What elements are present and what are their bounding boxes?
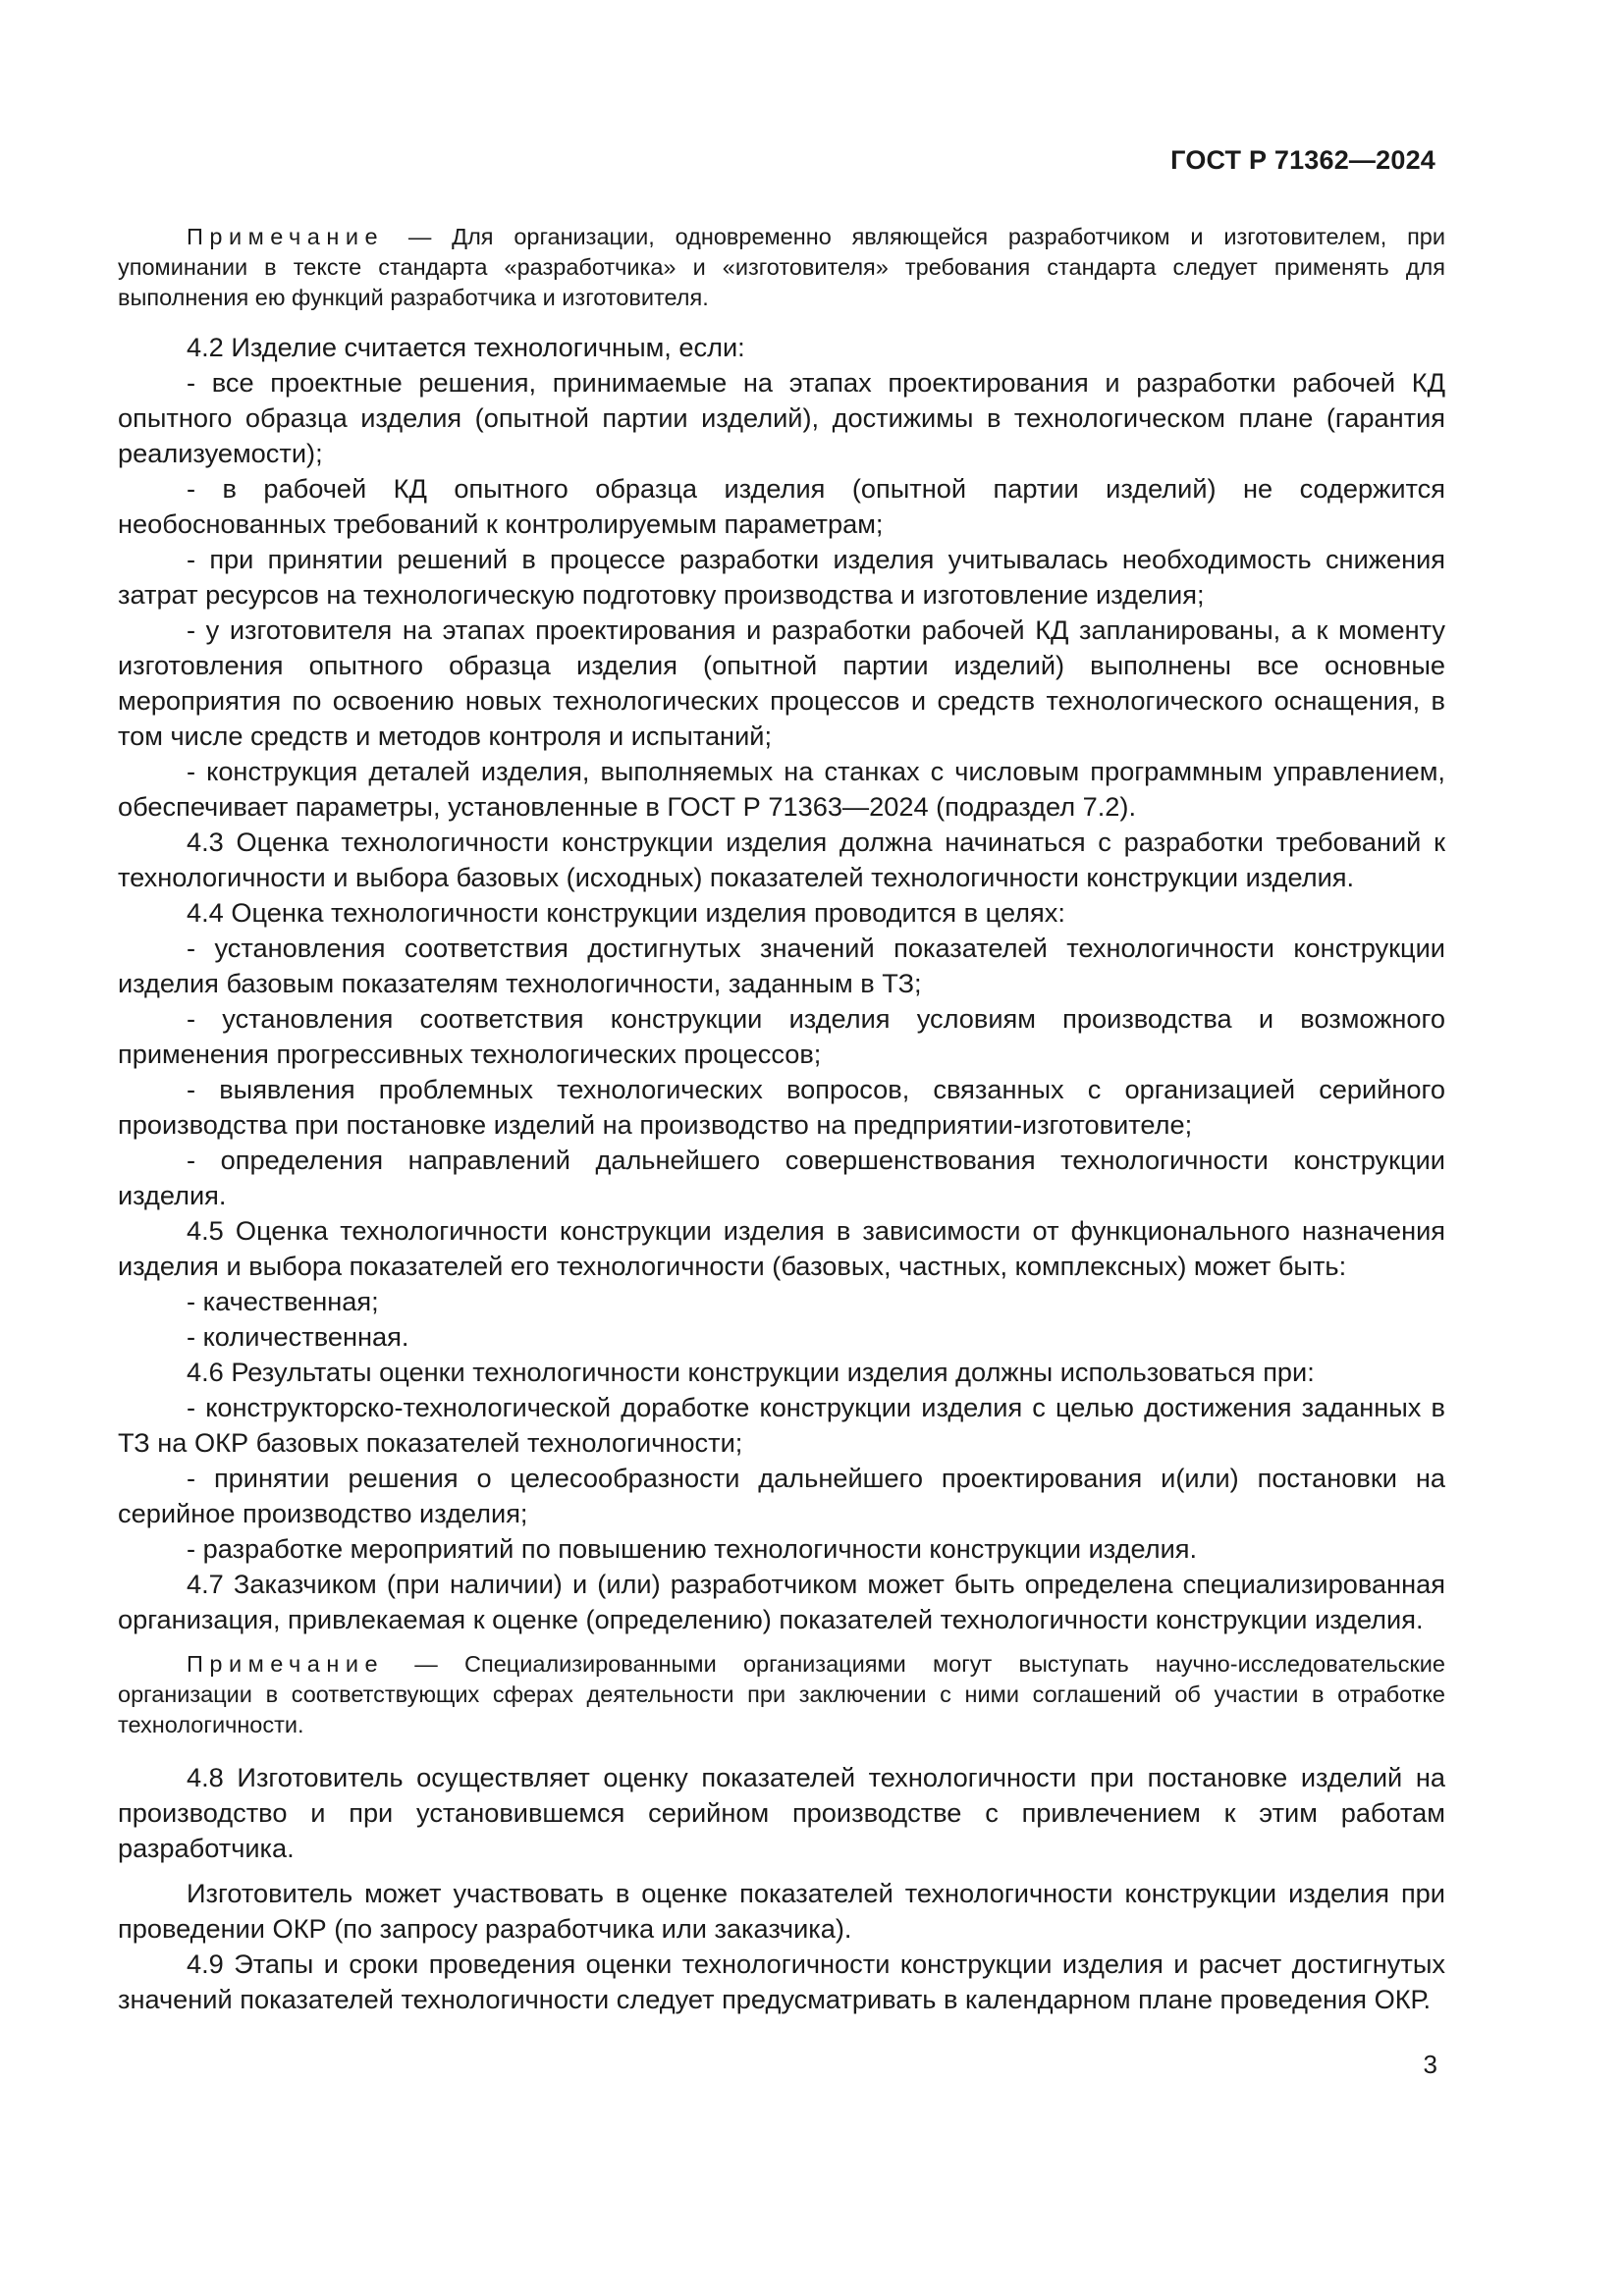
clause-4-2-item: - в рабочей КД опытного образца изделия (опытной партии изделий) не содержится необоснованных требований к контролируемым параметрам; <box>118 473 1445 539</box>
clause-4-4-item: - определения направлений дальнейшего совершенствования технологичности конструкции изделия. <box>118 1145 1445 1210</box>
clause-4-5-item: - количественная. <box>187 1321 409 1352</box>
clause-4-4-intro: 4.4 Оценка технологичности конструкции изделия проводится в целях: <box>187 897 1065 928</box>
clause-4-2-item: - все проектные решения, принимаемые на этапах проектирования и разработки рабочей КД опытного образца изделия (опытной партии изделий), достижимы в технологическом плане (гарантия реализуемости); <box>118 367 1445 468</box>
note-2 <box>118 1649 1445 1740</box>
clause-4-3: 4.3 Оценка технологичности конструкции изделия должна начинаться с разработки требований к технологичности и выбора базовых (исходных) показателей технологичности конструкции изделия. <box>118 827 1445 892</box>
clause-4-5-intro: 4.5 Оценка технологичности конструкции изделия в зависимости от функционального назначения изделия и выбора показателей его технологичности (базовых, частных, комплексных) может быть: <box>118 1215 1445 1281</box>
clause-4-6-intro: 4.6 Результаты оценки технологичности конструкции изделия должны использоваться при: <box>187 1357 1315 1387</box>
clause-4-4-item: - выявления проблемных технологических вопросов, связанных с организацией серийного производства при постановке изделий на производство на предприятии-изготовителе; <box>118 1074 1445 1140</box>
note-1-text: — Для организации, одновременно являющейся разработчиком и изготовителем, при упоминании в тексте стандарта «разработчика» и «изготовителя» требования стандарта следует применять для выполнения ею функций разработчика и изготовителя. <box>118 224 1445 310</box>
clause-4-2-item: - конструкция деталей изделия, выполняемых на станках с числовым программным управлением, обеспечивает параметры, установленные в ГОСТ Р 71363—2024 (подраздел 7.2). <box>118 756 1445 822</box>
clause-4-6-item: - конструкторско-технологической доработке конструкции изделия с целью достижения заданных в ТЗ на ОКР базовых показателей технологичности; <box>118 1392 1445 1458</box>
clause-4-6-item: - принятии решения о целесообразности дальнейшего проектирования и(или) постановки на серийное производство изделия; <box>118 1463 1445 1528</box>
clause-4-4-item: - установления соответствия конструкции изделия условиям производства и возможного применения прогрессивных технологических процессов; <box>118 1003 1445 1069</box>
clause-4-8: 4.8 Изготовитель осуществляет оценку показателей технологичности при постановке изделий на производство и при установившемся серийном производстве с привлечением к этим работам разработчика. <box>118 1762 1445 1863</box>
note-1 <box>118 222 1445 313</box>
page-body <box>118 222 1445 2017</box>
clause-4-5-item: - качественная; <box>187 1286 379 1316</box>
note-1-label: Примечание <box>187 224 385 249</box>
clause-4-7: 4.7 Заказчиком (при наличии) и (или) разработчиком может быть определена специализированная организация, привлекаемая к оценке (определению) показателей технологичности конструкции изделия. <box>118 1569 1445 1634</box>
clause-4-6-item: - разработке мероприятий по повышению технологичности конструкции изделия. <box>187 1533 1198 1564</box>
clause-4-4-item: - установления соответствия достигнутых значений показателей технологичности конструкции изделия базовым показателям технологичности, заданным в ТЗ; <box>118 933 1445 998</box>
clause-4-2-item: - у изготовителя на этапах проектирования и разработки рабочей КД запланированы, а к моменту изготовления опытного образца изделия (опытной партии изделий) выполнены все основные мероприятия по освоению новых технологических процессов и средств технологического оснащения, в том числе средств и методов контроля и испытаний; <box>118 614 1445 751</box>
note-2-label: Примечание <box>187 1651 385 1677</box>
clause-4-2-intro: 4.2 Изделие считается технологичным, если: <box>187 332 745 362</box>
clause-4-2-item: - при принятии решений в процессе разработки изделия учитывалась необходимость снижения затрат ресурсов на технологическую подготовку производства и изготовление изделия; <box>118 544 1445 610</box>
document-designation: ГОСТ Р 71362—2024 <box>1170 145 1435 175</box>
page-number: 3 <box>1423 2050 1437 2079</box>
clause-4-9: 4.9 Этапы и сроки проведения оценки технологичности конструкции изделия и расчет достигнутых значений показателей технологичности следует предусматривать в календарном плане проведения ОКР. <box>118 1949 1445 2014</box>
clause-4-8-paragraph-2: Изготовитель может участвовать в оценке показателей технологичности конструкции изделия при проведении ОКР (по запросу разработчика или заказчика). <box>118 1878 1445 1944</box>
note-2-text: — Специализированными организациями могут выступать научно-исследовательские организации в соответствующих сферах деятельности при заключении с ними соглашений об участии в отработке технологичности. <box>118 1651 1445 1737</box>
